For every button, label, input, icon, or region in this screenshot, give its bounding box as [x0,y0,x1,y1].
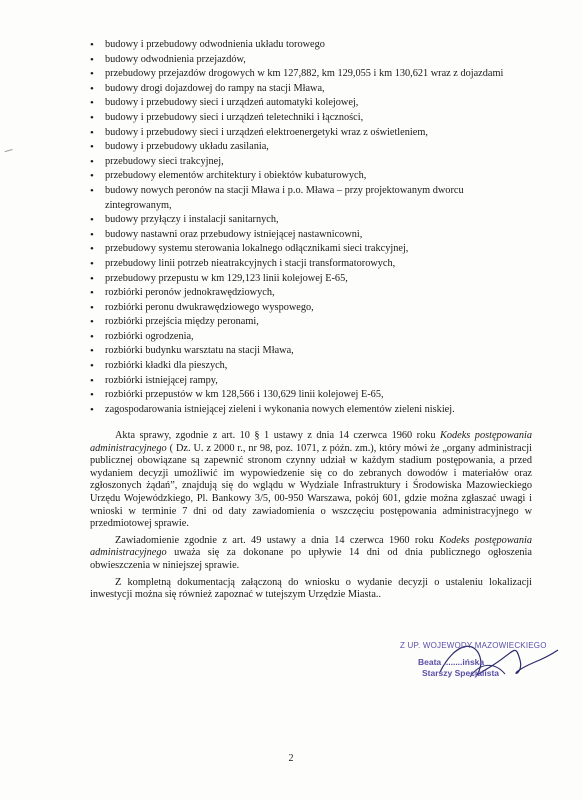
list-item: • rozbiórki przepustów w km 128,566 i 130,629 linii kolejowej E-65, [90,388,530,403]
list-item: • zagospodarowania istniejącej zieleni i wykonania nowych elementów zieleni niskiej. [90,403,530,418]
list-item: • rozbiórki peronów jednokrawędziowych, [90,286,530,301]
list-item: • budowy przyłączy i instalacji sanitarnych, [90,213,530,228]
list-item: • rozbiórki peronu dwukrawędziowego wyspowego, [90,301,530,316]
list-item: • budowy nastawni oraz przebudowy istniejącej nastawnicowni, [90,228,530,243]
stamp-name: Beata ........ińska [418,657,485,667]
paragraph-notification [90,535,532,573]
paragraph-documentation: Z kompletną dokumentacją załączoną do wniosku o wydanie decyzji o ustaleniu lokalizacji inwestycji można się również zapoznać w tutejszym Urzędzie Miasta.. [90,576,532,601]
official-stamp [400,641,560,678]
works-list [90,38,530,417]
list-item: • budowy i przebudowy sieci i urządzeń teletechniki i łączności, [90,111,530,126]
list-item: • rozbiórki istniejącej rampy, [90,374,530,389]
list-item: • przebudowy sieci trakcyjnej, [90,155,530,170]
stamp-authority: Z UP. WOJEWODY MAZOWIECKIEGO [400,641,547,650]
list-item: • rozbiórki kładki dla pieszych, [90,359,530,374]
list-item: • przebudowy elementów architektury i obiektów kubaturowych, [90,169,530,184]
list-item: • budowy odwodnienia przejazdów, [90,53,530,68]
list-item: • budowy drogi dojazdowej do rampy na stacji Mława, [90,82,530,97]
list-item: • budowy i przebudowy sieci i urządzeń automatyki kolejowej, [90,96,530,111]
scan-artifact [5,149,14,155]
paragraph-text: ( Dz. U. z 2000 r., nr 98, poz. 1071, z późn. zm.), który mówi że „organy administracji publicznej obowiązane są zapewnić stronom czynny udział w każdym stadium postępowania, a przed wydaniem decyzji umożliwić im wypowiedzenie się co do zebranych dowodów i materiałów oraz zgłoszonych żądań”, znajdują się do wglądu w Wydziale Infrastruktury i Środowiska Mazowieckiego Urzędu Wojewódzkiego, Pl. Bankowy 3/5, 00-950 Warszawa, pokój 601, gdzie można zgłaszać uwagi i wnioski w terminie 7 dni od daty zawiadomienia o wszczęciu postępowania administracyjnego w przedmiotowej sprawie. [90,442,532,530]
list-item: • rozbiórki przejścia między peronami, [90,315,530,330]
paragraph-case-files [90,430,532,531]
code-title: Kodeks postępowania administracyjnego [90,430,532,454]
page-number: 2 [288,753,294,764]
paragraph-text: uważa się za dokonane po upływie 14 dni od dnia publicznego ogłoszenia obwieszczenia w niniejszej sprawie. [90,547,532,571]
body-text [90,430,532,606]
paragraph-text: Akta sprawy, zgodnie z art. 10 § 1 ustawy z dnia 14 czerwca 1960 roku [115,430,440,441]
list-item: • przebudowy przejazdów drogowych w km 127,882, km 129,055 i km 130,621 wraz z dojazdami [90,67,530,82]
stamp-position: Starszy Specjalista [422,668,500,678]
list-item: • przebudowy linii potrzeb nieatrakcyjnych i stacji transformatorowych, [90,257,530,272]
paragraph-text: Zawiadomienie zgodnie z art. 49 ustawy a dnia 14 czerwca 1960 roku [115,534,440,546]
list-item: • przebudowy przepustu w km 129,123 linii kolejowej E-65, [90,272,530,287]
code-title: Kodeks postępowania administracyjnego [90,534,532,559]
list-item: • budowy i przebudowy układu zasilania, [90,140,530,155]
list-item: • budowy nowych peronów na stacji Mława i p.o. Mława – przy projektowanym dworcu zintegrowanym, [90,184,530,213]
list-item: • przebudowy systemu sterowania lokalnego odłącznikami sieci trakcyjnej, [90,242,530,257]
list-item: • budowy i przebudowy sieci i urządzeń elektroenergetyki wraz z oświetleniem, [90,126,530,141]
list-item: • budowy i przebudowy odwodnienia układu torowego [90,38,530,53]
list-item: • rozbiórki budynku warsztatu na stacji Mława, [90,344,530,359]
list-item: • rozbiórki ogrodzenia, [90,330,530,345]
